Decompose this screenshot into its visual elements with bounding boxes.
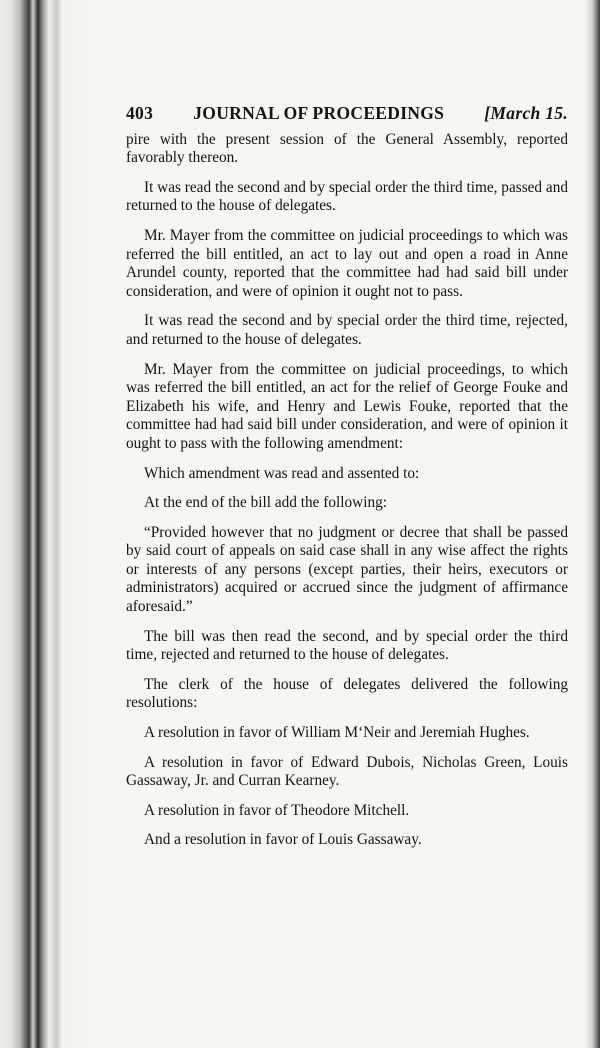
paragraph-amendment-text: “Provided however that no judgment or decree that shall be passed by said court of appeals on said case shall in any wise affect the rights or interests of any persons (except parties, their heirs, executors or administrators) acquired or accrued since the judgment of affirmance aforesaid.” (126, 523, 568, 616)
page-number: 403 (126, 103, 154, 123)
book-binding-gutter (0, 0, 92, 1048)
running-title: JOURNAL OF PROCEEDINGS (193, 103, 445, 123)
journal-page (126, 104, 568, 861)
resolution-item: And a resolution in favor of Louis Gassaway. (144, 831, 422, 849)
paragraph-road-bill-report: Mr. Mayer from the committee on judicial proceedings to which was referred the bill entitled, an act to lay out and open a road in Anne Arundel county, reported that the committee had had said bill under consideration, and were of opinion it ought not to pass. (126, 226, 568, 300)
paragraph-clerk-resolutions: The clerk of the house of delegates delivered the following resolutions: (126, 675, 568, 712)
page-header (126, 104, 568, 123)
paragraph-amendment-instruction: At the end of the bill add the following: (144, 494, 388, 512)
paragraph-continuation: pire with the present session of the General Assembly, reported favorably thereon. (126, 130, 568, 167)
paragraph-read-passed: It was read the second and by special order the third time, passed and returned to the house of delegates. (126, 178, 568, 215)
paragraph-amendment-assented: Which amendment was read and assented to: (144, 464, 420, 482)
resolution-item: A resolution in favor of Theodore Mitchell. (144, 801, 410, 819)
paragraph-fouke-bill-rejected: The bill was then read the second, and by special order the third time, rejected and returned to the house of delegates. (126, 627, 568, 664)
paragraph-road-bill-rejected: It was read the second and by special order the third time, rejected, and returned to the house of delegates. (126, 312, 568, 348)
resolution-item: A resolution in favor of William M‘Neir and Jeremiah Hughes. (144, 724, 530, 742)
page-right-edge (584, 0, 600, 1048)
header-date: [March 15. (484, 103, 568, 123)
resolution-item: A resolution in favor of Edward Dubois, Nicholas Green, Louis Gassaway, Jr. and Curran Kearney. (126, 753, 568, 790)
paragraph-fouke-bill-report: Mr. Mayer from the committee on judicial proceedings, to which was referred the bill entitled, an act for the relief of George Fouke and Elizabeth his wife, and Henry and Lewis Fouke, reported that the committee had had said bill under consideration, and were of opinion it ought to pass with the following amendment: (126, 360, 568, 452)
